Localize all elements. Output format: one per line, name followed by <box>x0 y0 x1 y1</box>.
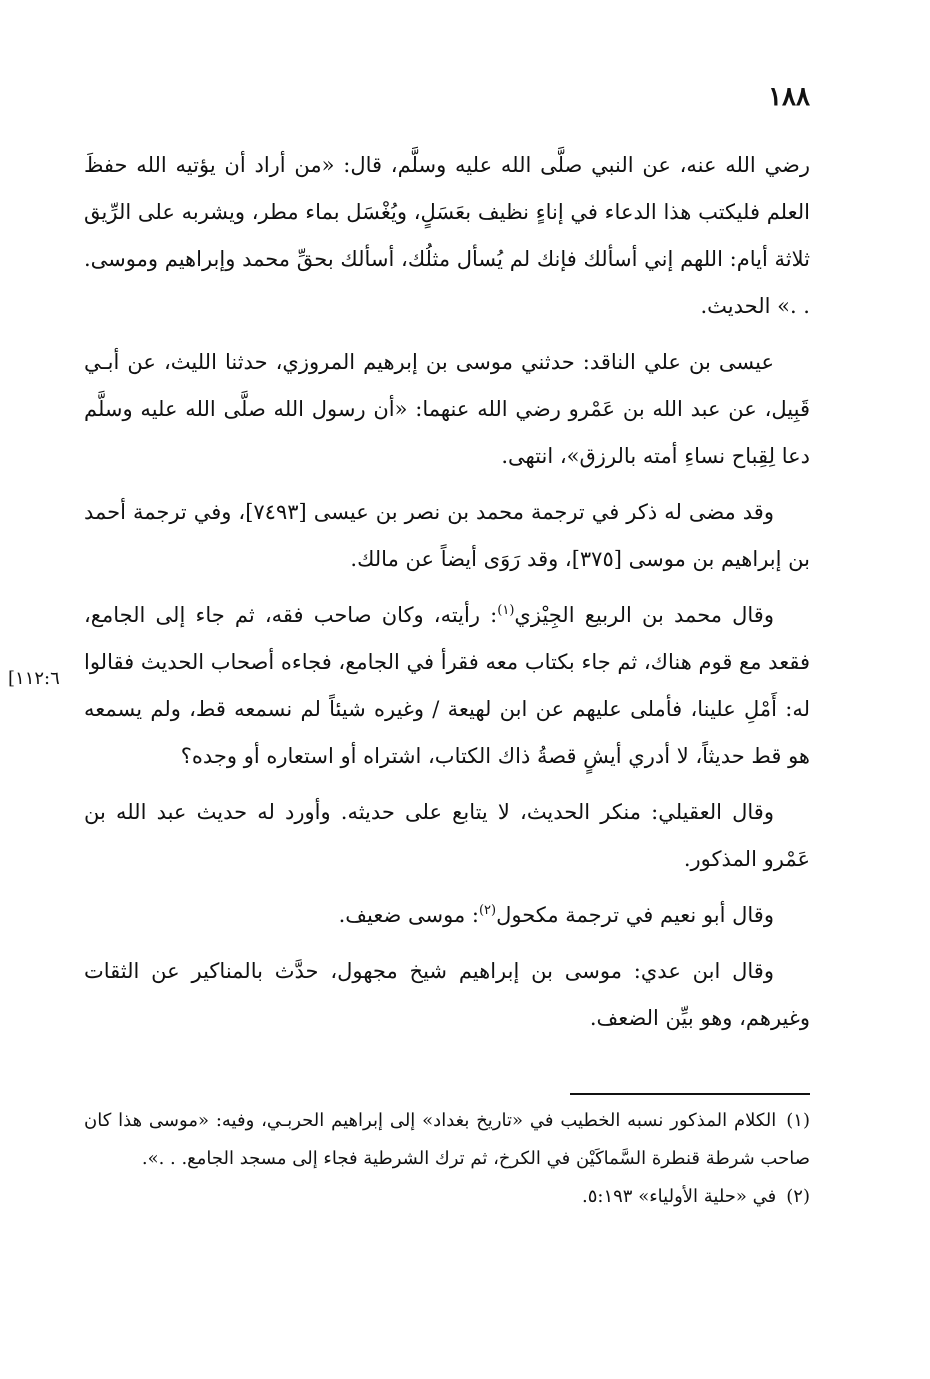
paragraph <box>84 142 810 330</box>
paragraph-text: وقد مضى له ذكر في ترجمة محمد بن نصر بن عيسى [٧٤٩٣]، وفي ترجمة أحمد بن إبراهيم بن موسى [٣٧٥]، وقد رَوَى أيضاً عن مالك. <box>84 500 810 571</box>
footnotes <box>84 1102 810 1216</box>
paragraph-text: رضي الله عنه، عن النبي صلَّى الله عليه وسلَّم، قال: «من أراد أن يؤتيه الله حفظَ العلم فليكتب هذا الدعاء في إناءٍ نظيف بعَسَلٍ، ويُغْسَل بماء مطر، ويشربه على الرِّيق ثلاثة أيام: اللهم إني أسألك فإنك لم يُسأل مثلُك، أسألك بحقِّ محمد وإبراهيم وموسى. . .» الحديث. <box>84 153 810 318</box>
footnote <box>84 1178 810 1216</box>
margin-reference: [١١٢:٦ <box>8 668 60 689</box>
footnote-divider <box>570 1093 810 1095</box>
paragraph <box>84 592 810 780</box>
footnote-number: (٢) <box>786 1186 810 1207</box>
paragraph-text: وقال ابن عدي: موسى بن إبراهيم شيخ مجهول، حدَّث بالمناكير عن الثقات وغيرهم، وهو بيِّن الضعف. <box>84 959 810 1030</box>
paragraph-text: : موسى ضعيف. <box>338 903 479 927</box>
footnote <box>84 1102 810 1178</box>
paragraph-text: عيسى بن علي الناقد: حدثني موسى بن إبرهيم المروزي، حدثنا الليث، عن أبـي قَبِيل، عن عبد الله بن عَمْرو رضي الله عنهما: «أن رسول الله صلَّى الله عليه وسلَّم دعا لِقِباح نساءِ أمته بالرزق»، انتهى. <box>84 350 810 468</box>
paragraph <box>84 789 810 883</box>
page-number: ١٨٨ <box>768 82 810 112</box>
main-text <box>84 142 810 1051</box>
footnote-marker: (١) <box>497 603 515 618</box>
paragraph <box>84 948 810 1042</box>
footnote-text: الكلام المذكور نسبه الخطيب في «تاريخ بغداد» إلى إبراهيم الحربـي، وفيه: «موسى هذا كان صاحب شرطة قنطرة السَّماكَيْن في الكرخ، ثم ترك الشرطية فجاء إلى مسجد الجامع. . .». <box>84 1110 810 1169</box>
footnote-text: في «حلية الأولياء» ٥:١٩٣. <box>581 1186 777 1207</box>
paragraph <box>84 489 810 583</box>
paragraph-text: وقال العقيلي: منكر الحديث، لا يتابع على حديثه. وأورد له حديث عبد الله بن عَمْرو المذكور. <box>84 800 810 871</box>
paragraph <box>84 339 810 480</box>
paragraph <box>84 892 810 939</box>
paragraph-text: وقال أبو نعيم في ترجمة مكحول <box>496 903 774 927</box>
paragraph-text: : رأيته، وكان صاحب فقه، ثم جاء إلى الجامع، فقعد مع قوم هناك، ثم جاء بكتاب معه فقرأ في الجامع، فجاءه أصحاب الحديث فقالوا له: أَمْلِ علينا، فأملى عليهم عن ابن لهيعة / وغيره شيئاً لم نسمعه قط، ولم يسمعه هو قط حديثاً، لا أدري أيشٍ قصةُ ذاك الكتاب، اشتراه أو استعاره أو وجده؟ <box>84 603 810 768</box>
footnote-marker: (٢) <box>478 903 497 918</box>
paragraph-text: وقال محمد بن الربيع الجِيْزي <box>514 603 774 627</box>
footnote-number: (١) <box>786 1110 810 1131</box>
